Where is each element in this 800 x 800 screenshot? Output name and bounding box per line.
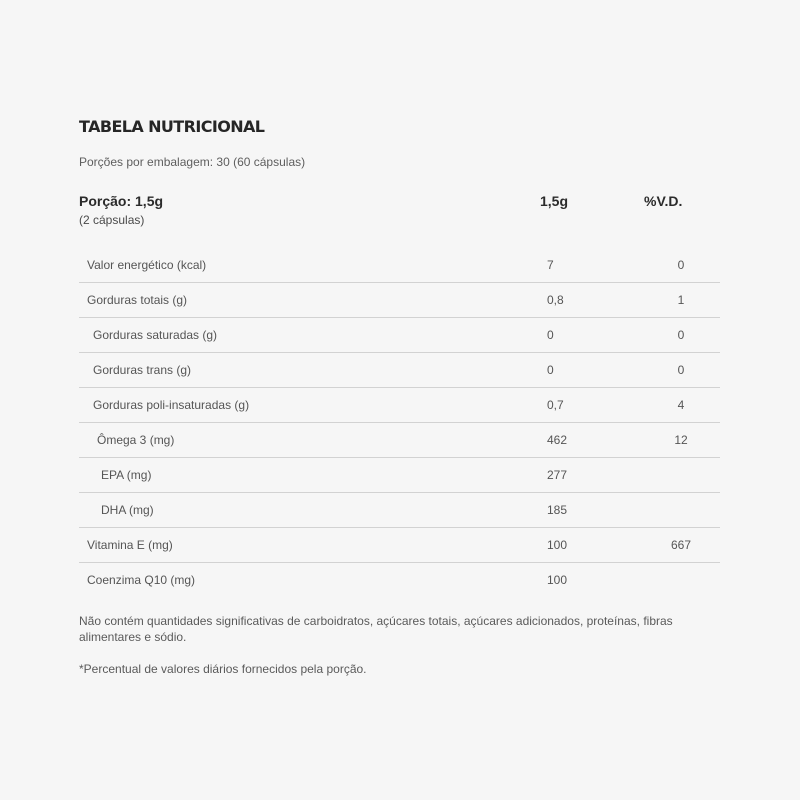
footnote-vd: *Percentual de valores diários fornecidos pela porção. xyxy=(79,662,367,676)
portion-label: Porção: 1,5g xyxy=(79,193,164,209)
nutrient-label: EPA (mg) xyxy=(101,468,152,482)
amount-column-header: 1,5g xyxy=(540,193,569,209)
servings-per-package: Porções por embalagem: 30 (60 cápsulas) xyxy=(79,155,306,169)
table-row xyxy=(79,283,720,318)
nutrient-vd: 0 xyxy=(677,328,685,342)
nutrient-label: Ômega 3 (mg) xyxy=(97,433,175,447)
nutrient-label: Gorduras totais (g) xyxy=(87,293,188,307)
table-row xyxy=(79,318,720,353)
nutrient-vd: 12 xyxy=(674,433,688,447)
nutrient-label: DHA (mg) xyxy=(101,503,154,517)
table-row xyxy=(79,493,720,528)
nutrient-amount: 0,8 xyxy=(547,293,564,307)
nutrition-table xyxy=(79,248,720,597)
table-row xyxy=(79,388,720,423)
footnote-insignificant: Não contém quantidades significativas de carboidratos, açúcares totais, açúcares adicionados, proteínas, fibras alimentares e sódio. xyxy=(79,614,673,644)
page-title: TABELA NUTRICIONAL xyxy=(79,117,265,136)
nutrient-label: Valor energético (kcal) xyxy=(87,258,207,272)
nutrient-label: Coenzima Q10 (mg) xyxy=(87,573,196,587)
nutrient-vd: 0 xyxy=(677,258,685,272)
table-row xyxy=(79,458,720,493)
nutrient-label: Gorduras trans (g) xyxy=(93,363,192,377)
portion-sub-label: (2 cápsulas) xyxy=(79,213,145,227)
table-row xyxy=(79,563,720,597)
nutrient-label: Gorduras saturadas (g) xyxy=(93,328,218,342)
nutrient-vd: 0 xyxy=(677,363,685,377)
table-row xyxy=(79,248,720,283)
nutrient-amount: 462 xyxy=(547,433,568,447)
nutrient-label: Gorduras poli-insaturadas (g) xyxy=(93,398,250,412)
nutrient-amount: 0 xyxy=(547,363,554,377)
nutrient-amount: 100 xyxy=(547,573,568,587)
table-header xyxy=(79,192,720,248)
table-row xyxy=(79,423,720,458)
nutrient-amount: 277 xyxy=(547,468,568,482)
nutrient-amount: 0,7 xyxy=(547,398,564,412)
nutrient-amount: 7 xyxy=(547,258,554,272)
nutrient-vd: 1 xyxy=(677,293,685,307)
nutrient-label: Vitamina E (mg) xyxy=(87,538,173,552)
nutrient-amount: 100 xyxy=(547,538,568,552)
table-row xyxy=(79,528,720,563)
nutrient-amount: 0 xyxy=(547,328,554,342)
nutrient-vd: 4 xyxy=(677,398,685,412)
nutrient-vd: 667 xyxy=(670,538,692,552)
nutrient-amount: 185 xyxy=(547,503,568,517)
nutrition-panel xyxy=(79,116,720,677)
table-row xyxy=(79,353,720,388)
vd-column-header: %V.D. xyxy=(644,193,683,209)
